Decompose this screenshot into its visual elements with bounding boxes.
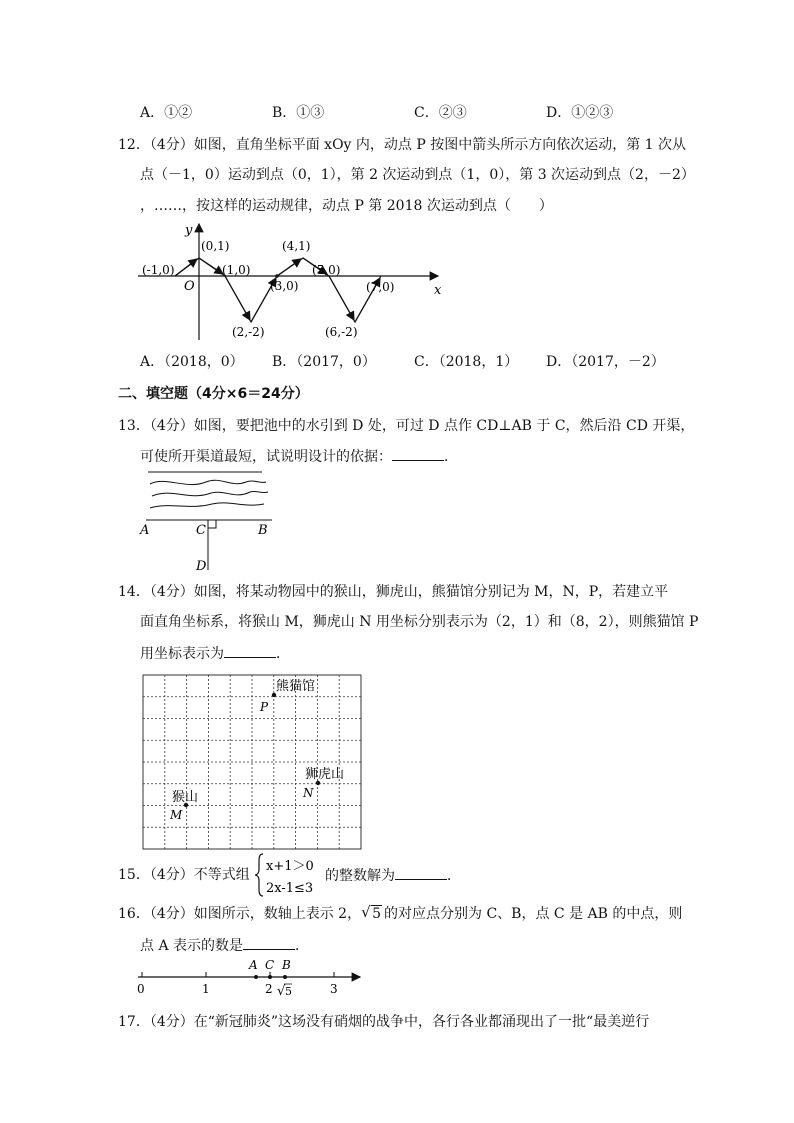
q12-text-line3: ，……，按这样的运动规律，动点 P 第 2018 次运动到点（ ） [140,198,553,214]
q17-text-line1: 17．（4分）在“新冠肺炎”这场没有硝烟的战争中，各行各业都涌现出了一批“最美逆行 [118,1014,650,1030]
q12-label-7-0: (7,0) [366,280,395,294]
q12-label-m1-0: (-1,0) [142,263,175,277]
q11-option-a: A．①② [140,105,193,121]
q14-zoo-grid-figure [142,674,364,852]
q14-text-line1: 14．（4分）如图，将某动物园中的猴山，狮虎山，熊猫馆分别记为 M，N，P，若建立平 [118,584,669,600]
q12-text-line2: 点（－1，0）运动到点（0，1），第 2 次运动到点（1，0），第 3 次运动到点（2，－2） [140,167,695,183]
q13-text-line1: 13．（4分）如图，要把池中的水引到 D 处，可过 D 点作 CD⊥AB 于 C，然后沿 CD 开渠， [118,418,695,434]
q15-inequality-1: x+1＞0 [266,859,314,874]
q16-point-a [254,975,258,979]
q16-tick-1: 1 [202,982,210,996]
q12-label-1-0: (1,0) [222,263,251,277]
q14-m-label: M [170,808,183,822]
q16-point-c [268,975,272,979]
q15-text-suffix: 的整数解为 ． [325,865,461,886]
q12-label-4-1: (4,1) [282,239,311,253]
q12-label-3-0: (3,0) [270,279,299,293]
q14-panda-label: 熊猫馆 [276,679,316,694]
section-2-heading: 二、填空题（4分×6＝24分） [118,386,309,402]
q12-label-2-m2: (2,-2) [232,325,265,339]
q12-y-label: y [185,223,193,238]
q14-tiger-label: 狮虎山 [305,767,345,782]
q14-monkey-label: 猴山 [172,790,199,805]
q16-sqrt5: √ 5 [361,903,382,922]
q13-text-line2: 可使所开渠道最短，试说明设计的依据： ． [140,446,458,467]
q16-label-c: C [265,958,275,972]
svg-text:√: √ [277,984,286,999]
q15-text-line: 15．（4分）不等式组 [118,867,250,883]
q12-label-5-0: (5,0) [312,263,341,277]
q15-answer-blank [395,865,447,880]
q16-tick-2: 2 [265,982,273,996]
q16-answer-blank [243,935,295,950]
q15-inequality-2: 2x-1≤3 [266,881,314,896]
q16-tick-sqrt5: 5 [285,985,292,998]
q16-number-line-figure [134,955,364,1005]
q12-coordinate-figure [138,218,448,346]
q14-p-label: P [260,700,269,714]
q12-label-6-m2: (6,-2) [325,325,358,339]
q11-option-d: D．①②③ [546,105,614,121]
q13-point-d: D [196,559,207,574]
q11-option-c: C．②③ [414,105,467,121]
q16-tick-0: 0 [137,982,145,996]
q13-answer-blank [392,446,444,461]
q13-point-a: A [140,523,150,538]
q13-canal-figure [136,466,278,574]
q12-option-a: A．（2018，0） [140,354,244,370]
q16-point-b [283,975,287,979]
q14-text-line2: 面直角坐标系，将猴山 M，狮虎山 N 用坐标分别表示为（2，1）和（8，2），则熊猫馆 P [140,614,699,630]
q12-text-line1: 12．（4分）如图，直角坐标平面 xOy 内，动点 P 按图中箭头所示方向依次运动，第 1 次从 [118,137,687,153]
q12-option-b: B．（2017，0） [272,354,376,370]
q16-label-a: A [249,958,258,972]
q12-x-label: x [434,283,442,298]
q13-point-b: B [258,523,268,538]
q14-answer-blank [224,643,276,658]
q12-option-d: D．（2017，－2） [546,354,665,370]
q12-label-0-1: (0,1) [201,239,230,253]
q16-label-b: B [282,958,291,972]
q14-n-label: N [303,786,314,800]
q14-text-line3: 用坐标表示为 ． [140,643,290,664]
q15-inequality-brace [255,852,325,898]
q16-text-line2: 点 A 表示的数是 ． [140,935,309,956]
q16-text-line1: 16．（4分）如图所示，数轴上表示 2， √ 5 的对应点分别为 C、B，点 C 是 AB 的中点，则 [118,903,683,922]
q16-tick-3: 3 [330,982,338,996]
q12-origin-label: O [184,279,195,294]
q11-option-b: B．①③ [272,105,325,121]
q13-point-c: C [196,523,206,538]
q12-option-c: C．（2018，1） [414,354,519,370]
